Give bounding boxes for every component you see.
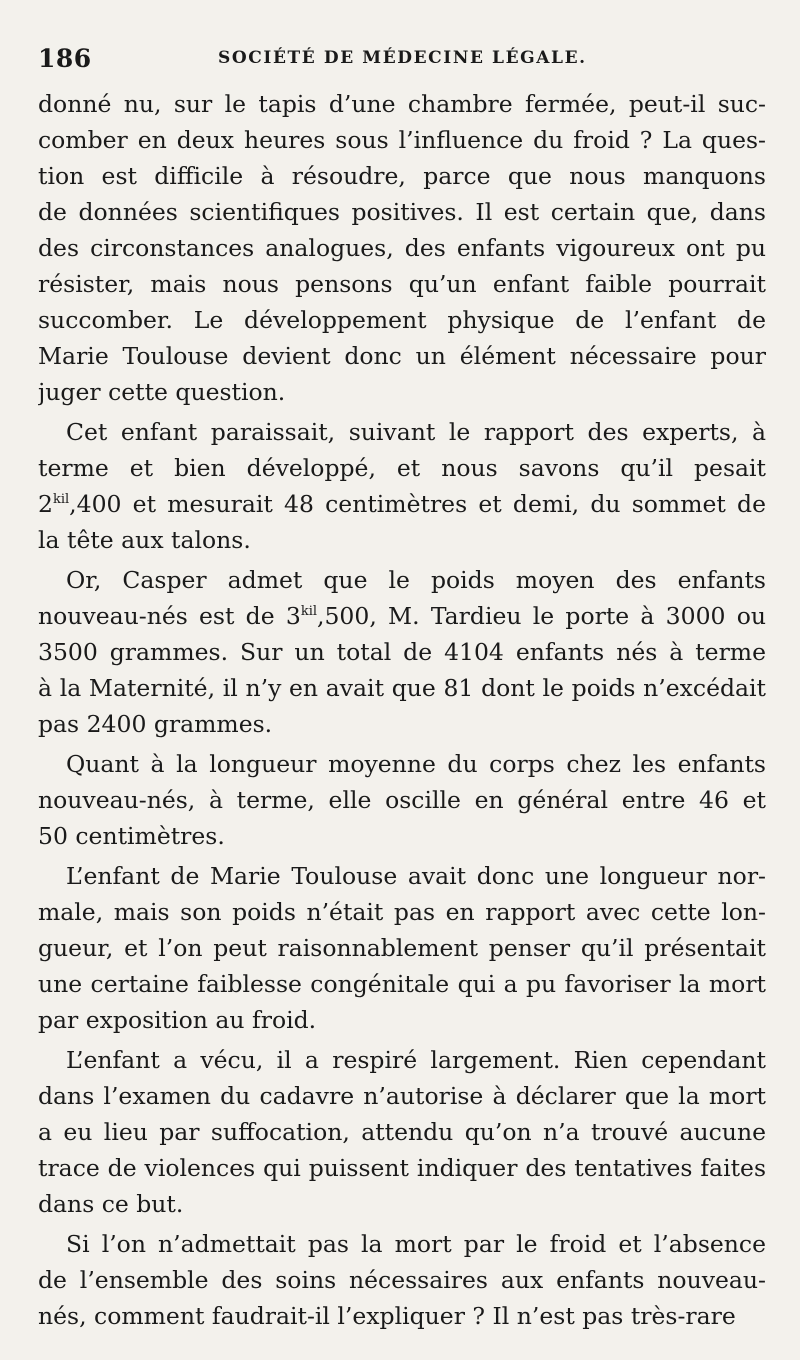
text-line: Quant à la longueur moyenne du corps chez les enfants [66,750,766,778]
running-title: SOCIÉTÉ DE MÉDECINE LÉGALE. [218,48,587,68]
paragraph [38,1226,766,1334]
text-line: male, mais son poids n’était pas en rapport avec cette lon- [38,898,766,926]
paragraph [38,858,766,1038]
paragraph [38,414,766,558]
text-line: la tête aux talons. [38,526,251,554]
text-line: une certaine faiblesse congénitale qui a pu favoriser la mort [38,970,766,998]
text-line: dans l’examen du cadavre n’autorise à déclarer que la mort [38,1082,766,1110]
text-line: tion est difficile à résoudre, parce que nous manquons [38,162,766,190]
text-line: L’enfant a vécu, il a respiré largement. Rien cependant [66,1046,766,1074]
text-line: pas 2400 grammes. [38,710,273,738]
paragraph [38,746,766,854]
paragraph [38,1042,766,1222]
text-line: L’enfant de Marie Toulouse avait donc une longueur nor- [66,862,766,890]
text-line: dans ce but. [38,1190,184,1218]
text-line: trace de violences qui puissent indiquer des tentatives faites [38,1154,766,1182]
page-number: 186 [38,44,92,73]
text-line: Si l’on n’admettait pas la mort par le froid et l’absence [66,1230,766,1258]
text-line: gueur, et l’on peut raisonnablement penser qu’il présentait [38,934,766,962]
text-line: juger cette question. [38,378,286,406]
text-line: à la Maternité, il n’y en avait que 81 dont le poids n’excédait [38,674,766,702]
unit-superscript: kil [52,492,70,508]
line-segment: ,500, M. Tardieu le porte à 3000 ou [317,602,766,630]
text-line: 3500 grammes. Sur un total de 4104 enfants nés à terme [38,638,766,666]
text-line: a eu lieu par suffocation, attendu qu’on n’a trouvé aucune [38,1118,766,1146]
text-line: Marie Toulouse devient donc un élément nécessaire pour [38,342,766,370]
line-segment: nouveau-nés est de 3 [38,602,301,630]
text-line: des circonstances analogues, des enfants vigoureux ont pu [38,234,766,262]
text-line: de données scientifiques positives. Il est certain que, dans [38,198,766,226]
text-line [38,598,766,634]
text-line: Or, Casper admet que le poids moyen des enfants [66,566,766,594]
body-text [38,86,766,1334]
unit-superscript: kil [300,604,318,620]
text-line: 50 centimètres. [38,822,225,850]
text-line: comber en deux heures sous l’influence du froid ? La ques- [38,126,766,154]
text-line: terme et bien développé, et nous savons qu’il pesait [38,454,766,482]
text-line: nés, comment faudrait-il l’expliquer ? Il n’est pas très-rare [38,1302,736,1330]
line-segment: 2 [38,490,53,518]
text-line: succomber. Le développement physique de l’enfant de [38,306,766,334]
text-line: par exposition au froid. [38,1006,317,1034]
paragraph [38,562,766,742]
text-line: donné nu, sur le tapis d’une chambre fermée, peut-il suc- [38,90,766,118]
text-line: résister, mais nous pensons qu’un enfant faible pourrait [38,270,766,298]
text-line [38,486,766,522]
text-line: de l’ensemble des soins nécessaires aux enfants nouveau- [38,1266,766,1294]
paragraph [38,86,766,410]
line-segment: ,400 et mesurait 48 centimètres et demi, du sommet de [69,490,766,518]
running-head [38,38,766,86]
text-line: nouveau-nés, à terme, elle oscille en général entre 46 et [38,786,766,814]
text-line: Cet enfant paraissait, suivant le rapport des experts, à [66,418,766,446]
